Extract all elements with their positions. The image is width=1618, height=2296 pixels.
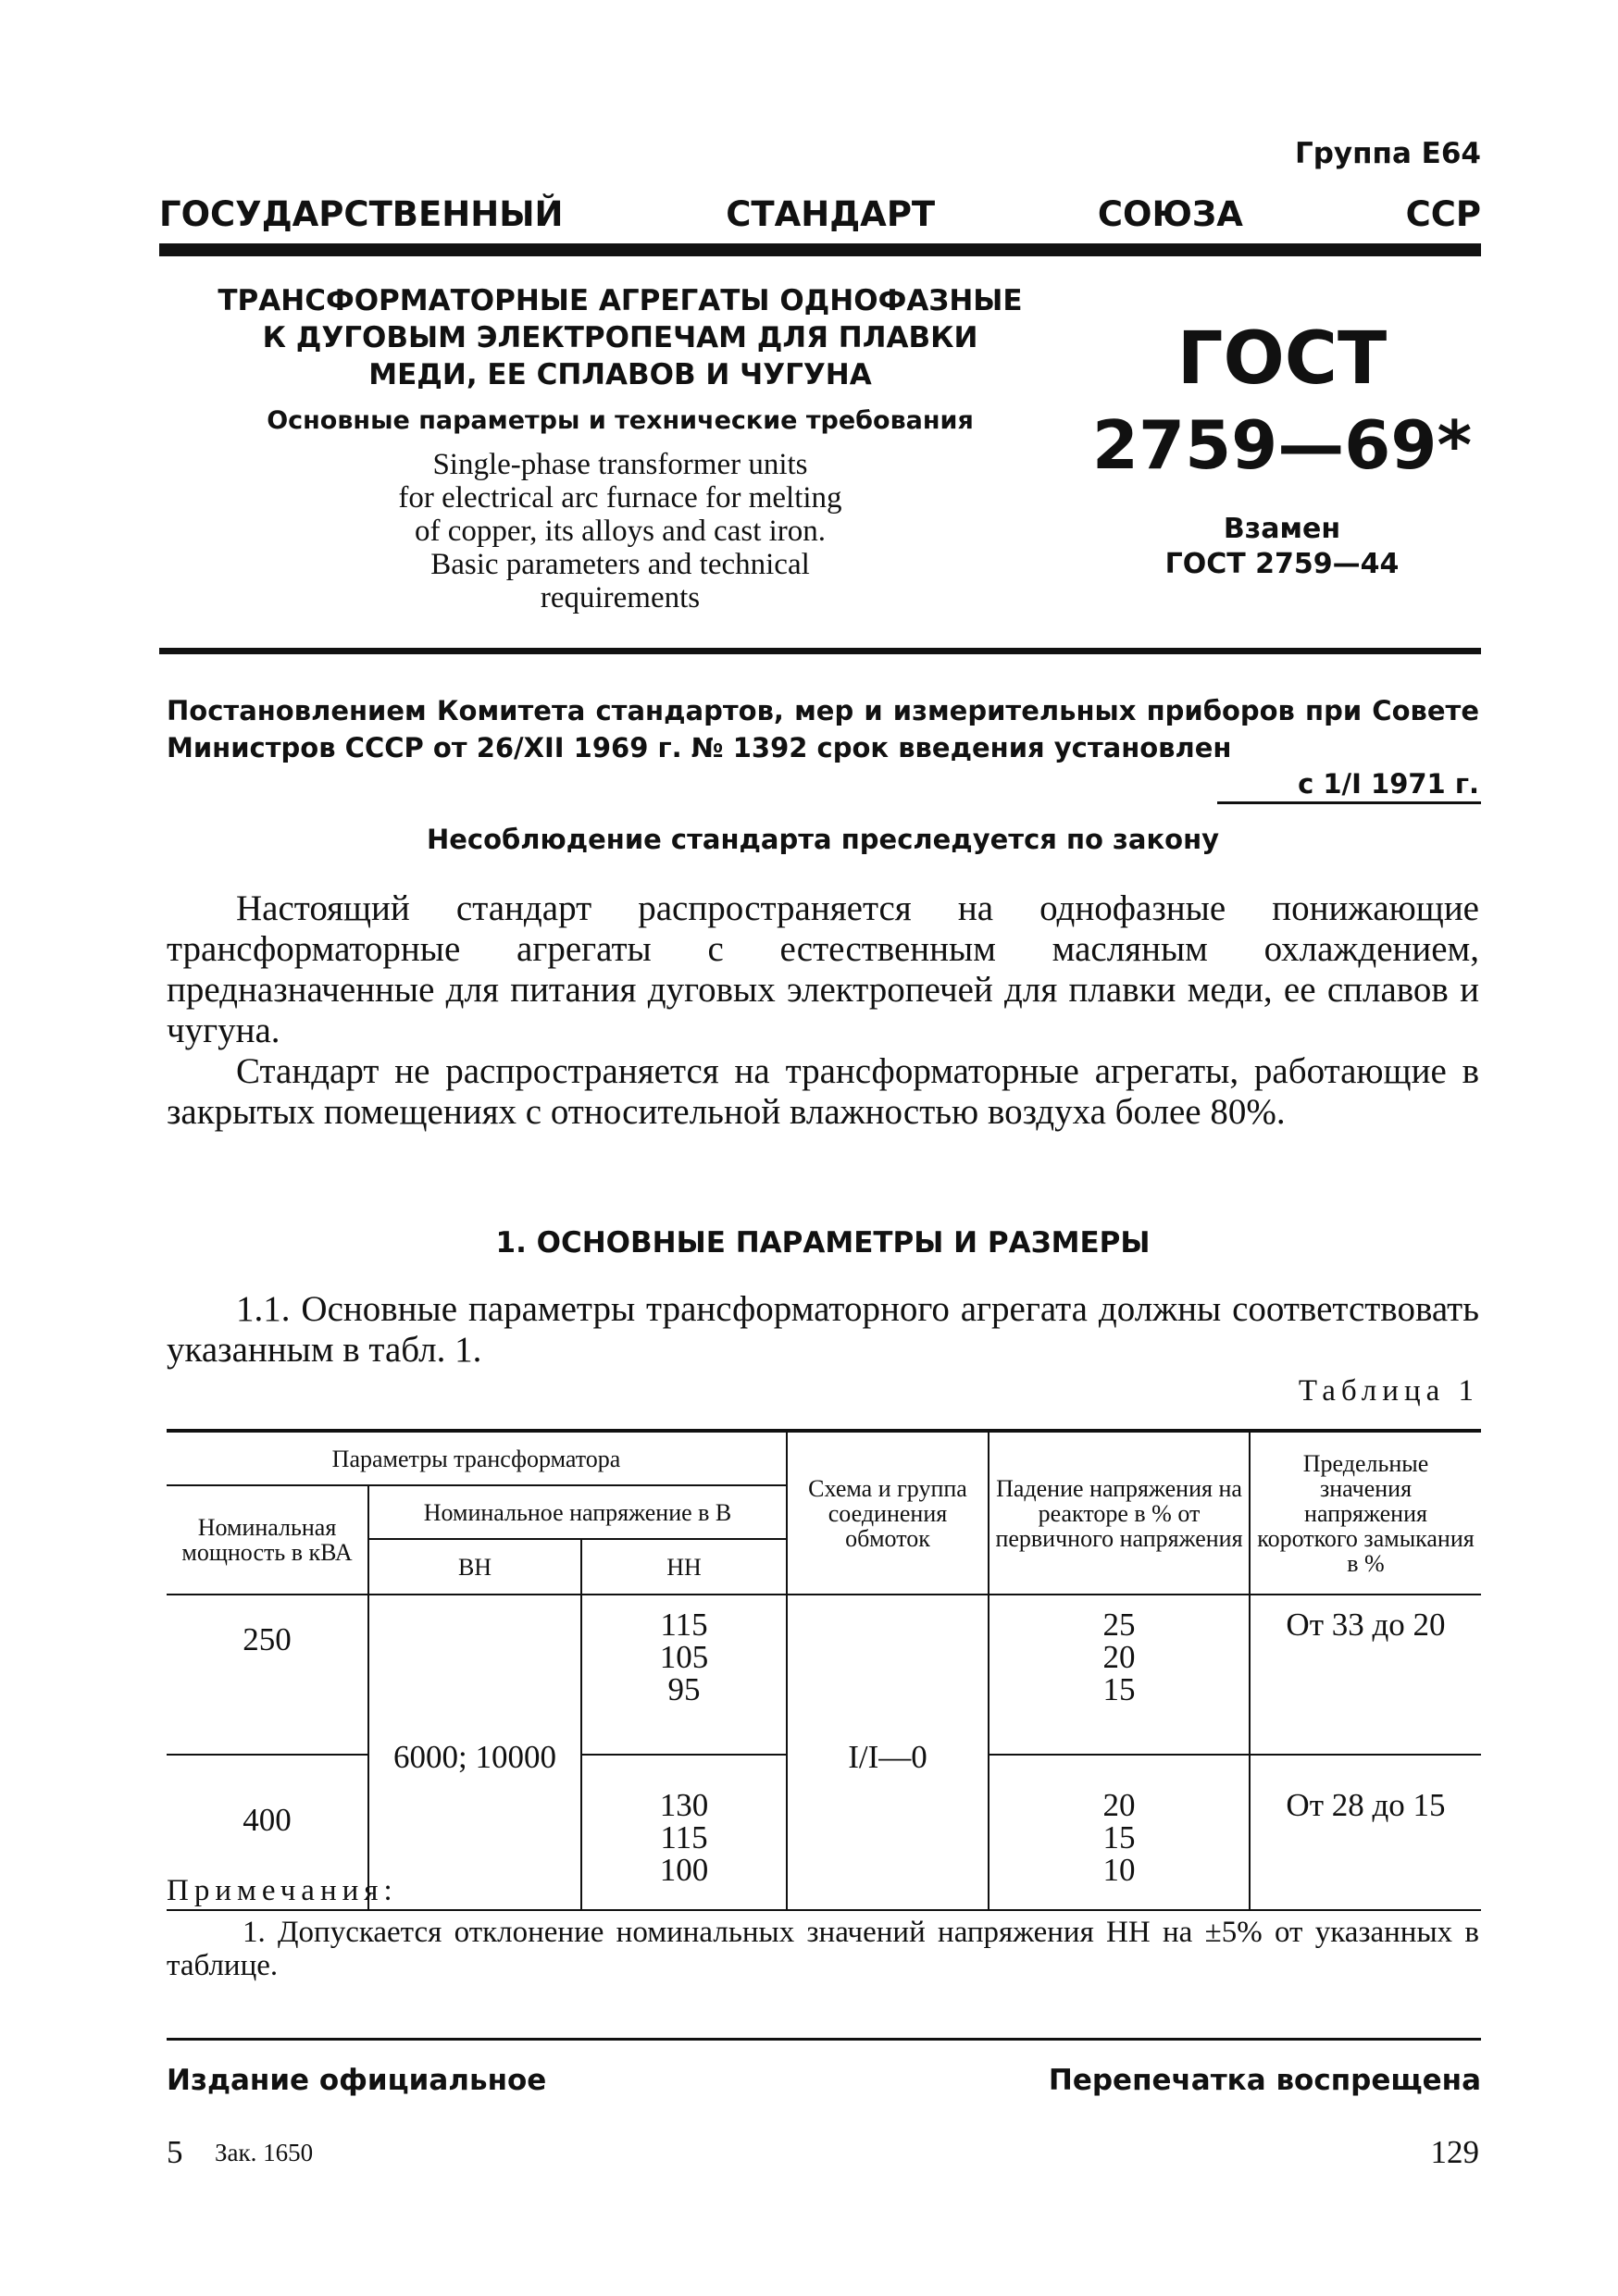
lv-cell: [581, 1595, 787, 1755]
header-voltage: Номинальное напряжение в В: [368, 1485, 787, 1539]
limit-cell: От 33 до 20: [1250, 1595, 1481, 1755]
gost-number: 2759—69*: [1091, 406, 1473, 484]
lv-value: 105: [659, 1639, 709, 1675]
table-caption: Таблица 1: [1298, 1374, 1479, 1408]
title-en-line: of copper, its alloys and cast iron.: [414, 515, 827, 548]
banner-word-2: СТАНДАРТ: [726, 194, 936, 234]
state-standard-banner: [159, 194, 1481, 234]
lv-value: 95: [667, 1671, 701, 1707]
sheet-number: 5: [167, 2134, 183, 2170]
note-1: 1. Допускается отклонение номинальных значений напряжения НН на ±5% от указанных в таблице.: [167, 1916, 1479, 1982]
banner-word-4: ССР: [1405, 194, 1481, 234]
drop-value: 15: [1102, 1671, 1136, 1707]
lv-value: 115: [660, 1819, 708, 1855]
drop-cell: [989, 1755, 1250, 1910]
lv-value: 115: [660, 1607, 708, 1643]
gost-label: ГОСТ: [1176, 317, 1388, 401]
drop-value: 20: [1102, 1787, 1136, 1823]
decree-date: с 1/I 1971 г.: [1298, 768, 1479, 800]
drop-value: 10: [1102, 1852, 1136, 1888]
title-en-line: Single-phase transformer units: [432, 448, 808, 481]
drop-value: 15: [1102, 1819, 1136, 1855]
title-en-line: for electrical arc furnace for melting: [398, 481, 842, 515]
hv-cell: 6000; 10000: [368, 1595, 581, 1910]
decree-text: Постановлением Комитета стандартов, мер и измерительных приборов при Совете Министров СССР от 26/XII 1969 г. № 1392 срок введения установлен: [167, 695, 1479, 763]
title-ru-line: ТРАНСФОРМАТОРНЫЕ АГРЕГАТЫ ОДНОФАЗНЫЕ: [218, 284, 1023, 317]
replace-label: Взамен: [1223, 513, 1341, 545]
header-params: Параметры трансформатора: [167, 1431, 787, 1485]
banner-word-1: ГОСУДАРСТВЕННЫЙ: [159, 194, 564, 234]
group-code: Группа Е64: [1294, 137, 1481, 170]
intro-paragraph-2: Стандарт не распространяется на трансформаторные агрегаты, работающие в закрытых помещениях с относительной влажностью воздуха более 80%.: [167, 1051, 1479, 1132]
title-ru: [167, 282, 1074, 393]
drop-cell: [989, 1595, 1250, 1755]
law-notice: Несоблюдение стандарта преследуется по закону: [426, 824, 1220, 855]
parameters-table: [167, 1429, 1481, 1911]
footer-divider: [167, 2038, 1481, 2041]
lv-value: 100: [659, 1852, 709, 1888]
header-divider: [159, 243, 1481, 256]
title-en-line: requirements: [540, 581, 701, 614]
lv-value: 130: [659, 1787, 709, 1823]
section-paragraph: 1.1. Основные параметры трансформаторного агрегата должны соответствовать указанным в табл. 1.: [167, 1289, 1479, 1370]
edition-label: Издание официальное: [167, 2064, 547, 2097]
decree-date-underline: [1217, 801, 1481, 804]
reprint-notice: Перепечатка воспрещена: [1048, 2064, 1481, 2097]
title-ru-line: К ДУГОВЫМ ЭЛЕКТРОПЕЧАМ ДЛЯ ПЛАВКИ: [262, 321, 978, 354]
limit-cell: От 28 до 15: [1250, 1755, 1481, 1910]
scheme-cell: I/I—0: [787, 1595, 989, 1910]
subtitle-ru: Основные параметры и технические требования: [267, 406, 974, 435]
header-lv: НН: [581, 1539, 787, 1595]
table-row: [167, 1595, 1481, 1755]
banner-word-3: СОЮЗА: [1097, 194, 1243, 234]
header-power: Номинальная мощность в кВА: [167, 1485, 368, 1595]
power-cell: 250: [167, 1595, 368, 1755]
page-number: 129: [1430, 2134, 1479, 2170]
drop-value: 25: [1102, 1607, 1136, 1643]
title-block: [167, 282, 1074, 614]
section-heading: 1. ОСНОВНЫЕ ПАРАМЕТРЫ И РАЗМЕРЫ: [495, 1226, 1151, 1260]
power-cell: 400: [167, 1755, 368, 1910]
title-en-line: Basic parameters and technical: [430, 548, 810, 581]
title-divider: [159, 648, 1481, 654]
drop-value: 20: [1102, 1639, 1136, 1675]
gost-block: [1088, 319, 1476, 582]
replace-number: ГОСТ 2759—44: [1164, 548, 1400, 580]
notes-title: Примечания:: [167, 1874, 398, 1907]
lv-cell: [581, 1755, 787, 1910]
header-scheme: Схема и группа соединения обмоток: [787, 1431, 989, 1595]
title-ru-line: МЕДИ, ЕЕ СПЛАВОВ И ЧУГУНА: [368, 358, 872, 391]
order-number: Зак. 1650: [215, 2139, 314, 2166]
intro-paragraph-1: Настоящий стандарт распространяется на однофазные понижающие трансформаторные агрегаты с естественным масляным охлаждением, предназначенные для питания дуговых электропечей для плавки меди, ее сплавов и чугуна.: [167, 888, 1479, 1050]
header-hv: ВН: [368, 1539, 581, 1595]
header-limit: Предельные значения напряжения короткого замыкания в %: [1250, 1431, 1481, 1595]
title-en: [167, 448, 1074, 614]
header-drop: Падение напряжения на реакторе в % от первичного напряжения: [989, 1431, 1250, 1595]
